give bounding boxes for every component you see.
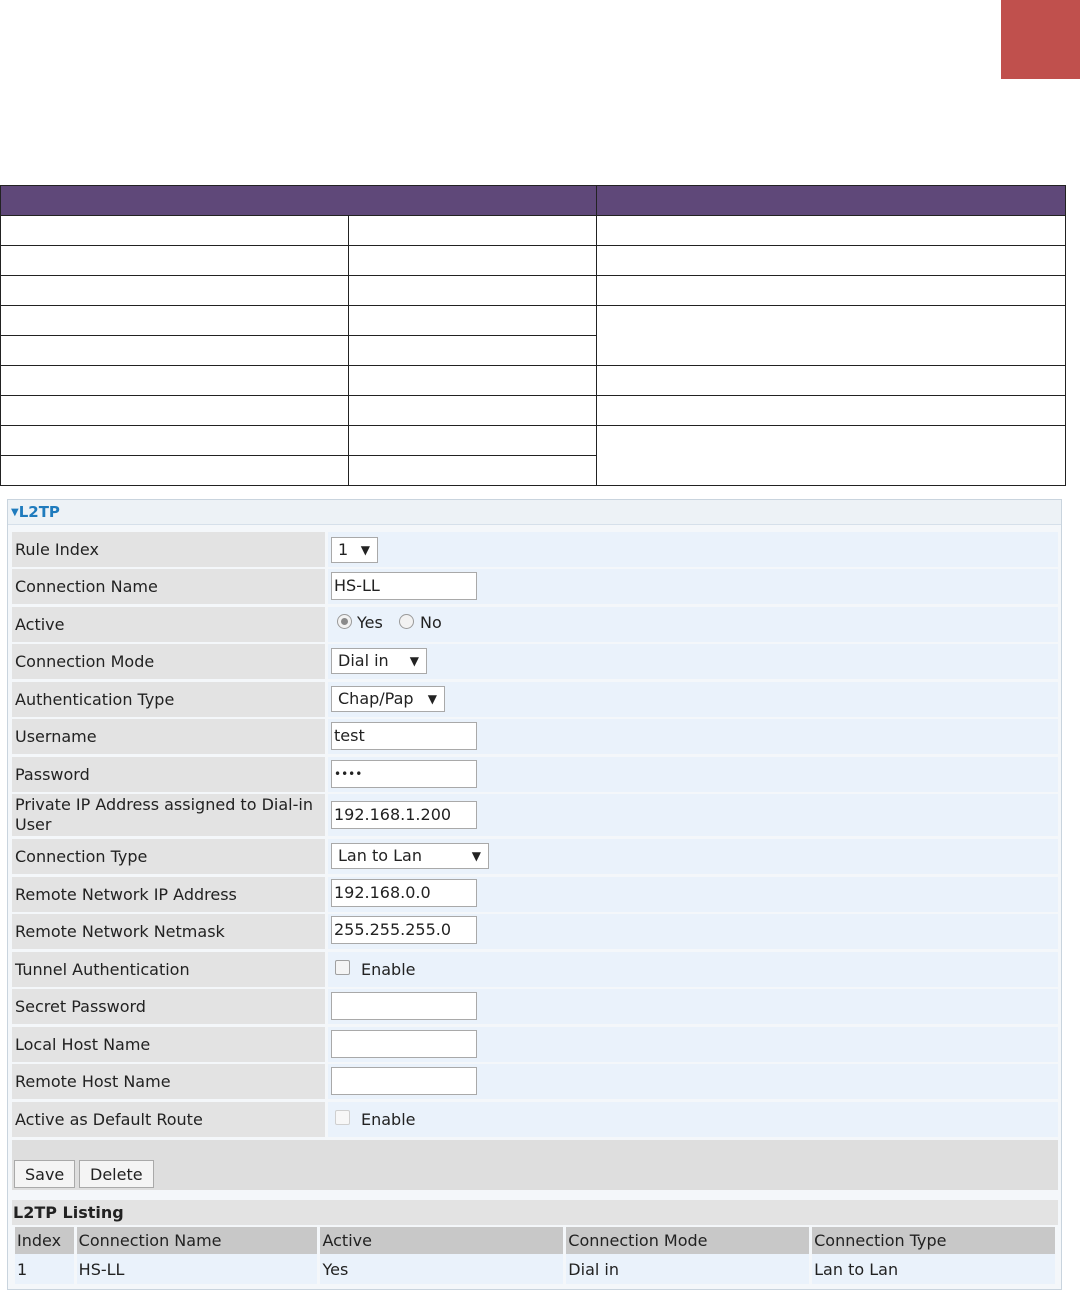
default-route-row [12, 1102, 1058, 1137]
tunnel-auth-enable-label: Enable [361, 960, 416, 979]
connection-mode-label: Connection Mode [12, 644, 325, 679]
button-bar [12, 1140, 1058, 1190]
cell-connection-name: HS-LL [77, 1254, 318, 1284]
secret-password-label: Secret Password [12, 989, 325, 1024]
secret-password-input[interactable] [331, 992, 477, 1020]
connection-mode-select[interactable] [331, 648, 427, 674]
cell-active: Yes [320, 1254, 563, 1284]
default-route-label: Active as Default Route [12, 1102, 325, 1137]
active-yes-label: Yes [357, 613, 383, 632]
listing-header-row [15, 1227, 1055, 1254]
column-header-active: Active [320, 1227, 563, 1254]
document-table-row [1, 276, 1066, 306]
document-table-row [1, 396, 1066, 426]
secret-password-row [12, 989, 1058, 1024]
tunnel-auth-checkbox[interactable] [335, 960, 350, 975]
auth-type-value: Chap/Pap [338, 689, 414, 708]
username-input[interactable]: test [331, 722, 477, 750]
column-header-connection-name: Connection Name [77, 1227, 318, 1254]
connection-type-label: Connection Type [12, 839, 325, 874]
remote-ip-input[interactable]: 192.168.0.0 [331, 879, 477, 907]
default-route-enable-label: Enable [361, 1110, 416, 1129]
column-header-connection-mode: Connection Mode [566, 1227, 809, 1254]
tunnel-auth-row [12, 952, 1058, 987]
remote-netmask-row [12, 914, 1058, 949]
document-table-row [1, 246, 1066, 276]
connection-mode-value: Dial in [338, 651, 389, 670]
document-table-row [1, 216, 1066, 246]
active-yes-radio[interactable] [337, 614, 352, 629]
cell-connection-type: Lan to Lan [812, 1254, 1055, 1284]
remote-ip-label: Remote Network IP Address [12, 877, 325, 912]
auth-type-label: Authentication Type [12, 682, 325, 717]
remote-host-label: Remote Host Name [12, 1064, 325, 1099]
local-host-row [12, 1027, 1058, 1062]
private-ip-label: Private IP Address assigned to Dial-in User [12, 794, 325, 836]
remote-netmask-label: Remote Network Netmask [12, 914, 325, 949]
rule-index-select[interactable] [331, 537, 378, 563]
cell-connection-mode: Dial in [566, 1254, 809, 1284]
listing-title: L2TP Listing [12, 1200, 1058, 1225]
collapse-caret-icon[interactable]: ▼ [11, 507, 19, 518]
local-host-label: Local Host Name [12, 1027, 325, 1062]
password-label: Password [12, 757, 325, 792]
default-route-checkbox[interactable] [335, 1110, 350, 1125]
connection-type-row [12, 839, 1058, 874]
delete-button[interactable]: Delete [79, 1160, 154, 1188]
document-table-row [1, 366, 1066, 396]
active-no-radio[interactable] [399, 614, 414, 629]
l2tp-listing-table [12, 1227, 1058, 1284]
active-label: Active [12, 607, 325, 642]
column-header-connection-type: Connection Type [812, 1227, 1055, 1254]
connection-name-row [12, 569, 1058, 604]
dropdown-arrow-icon: ▼ [471, 849, 481, 863]
connection-type-value: Lan to Lan [338, 846, 422, 865]
dropdown-arrow-icon: ▼ [409, 654, 419, 668]
auth-type-select[interactable] [331, 686, 445, 712]
local-host-input[interactable] [331, 1030, 477, 1058]
document-table-row [1, 426, 1066, 456]
tunnel-auth-label: Tunnel Authentication [12, 952, 325, 987]
password-row [12, 757, 1058, 792]
document-table-header [1, 186, 1066, 216]
remote-ip-row [12, 877, 1058, 912]
remote-netmask-input[interactable]: 255.255.255.0 [331, 916, 477, 944]
active-no-label: No [420, 613, 442, 632]
save-button[interactable]: Save [14, 1160, 75, 1188]
connection-mode-row [12, 644, 1058, 679]
panel-title: L2TP [18, 503, 60, 521]
connection-name-label: Connection Name [12, 569, 325, 604]
rule-index-row [12, 532, 1058, 567]
table-row[interactable] [15, 1254, 1055, 1284]
username-label: Username [12, 719, 325, 754]
auth-type-row [12, 682, 1058, 717]
password-input[interactable]: •••• [331, 760, 477, 788]
username-row [12, 719, 1058, 754]
rule-index-value: 1 [338, 540, 349, 559]
l2tp-panel [7, 499, 1062, 1290]
document-table [0, 185, 1066, 486]
column-header-index: Index [15, 1227, 74, 1254]
private-ip-input[interactable]: 192.168.1.200 [331, 801, 477, 829]
remote-host-row [12, 1064, 1058, 1099]
document-table-row [1, 306, 1066, 336]
dropdown-arrow-icon: ▼ [360, 543, 370, 557]
remote-host-input[interactable] [331, 1067, 477, 1095]
active-row [12, 607, 1058, 642]
private-ip-row [12, 794, 1058, 836]
l2tp-panel-header[interactable] [8, 500, 1061, 525]
dropdown-arrow-icon: ▼ [427, 692, 437, 706]
rule-index-label: Rule Index [12, 532, 325, 567]
corner-accent-block [1001, 0, 1080, 79]
connection-type-select[interactable] [331, 843, 489, 869]
cell-index: 1 [15, 1254, 74, 1284]
connection-name-input[interactable]: HS-LL [331, 572, 477, 600]
